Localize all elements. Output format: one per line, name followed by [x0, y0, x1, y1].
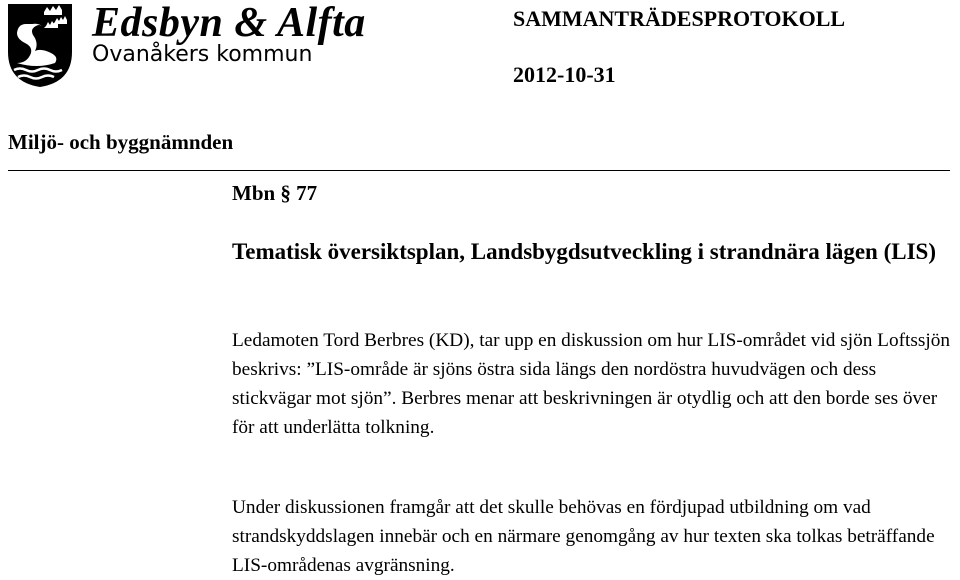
municipality-logo-subtitle: Ovanåkers kommun: [92, 42, 313, 67]
paragraph-id: Mbn § 77: [232, 181, 318, 205]
body-paragraph: Ledamoten Tord Berbres (KD), tar upp en diskussion om hur LIS-området vid sjön Loftssjön beskrivs: ”LIS-område är sjöns östra sida längs den nordöstra huvudvägen och dess stickvägar mot sjön”. Berbres menar att beskrivningen är otydlig och att den borde ses över för att underlätta tolkning.: [232, 330, 951, 438]
body-paragraph: Under diskussionen framgår att det skulle behövas en fördjupad utbildning om vad strandskyddslagen innebär och en närmare genomgång av hur texten ska tolkas beträffande LIS-områdenas avgränsning.: [232, 497, 935, 576]
meeting-date: 2012-10-31: [513, 62, 616, 87]
swan-crown-icon: [6, 2, 74, 88]
header-divider: [8, 170, 950, 171]
committee-name: Miljö- och byggnämnden: [8, 130, 234, 154]
municipality-logo-name: Edsbyn & Alfta: [92, 0, 366, 46]
document-type: SAMMANTRÄDESPROTOKOLL: [513, 6, 846, 31]
section-title: Tematisk översiktsplan, Landsbygdsutveckling i strandnära lägen (LIS): [232, 239, 936, 264]
